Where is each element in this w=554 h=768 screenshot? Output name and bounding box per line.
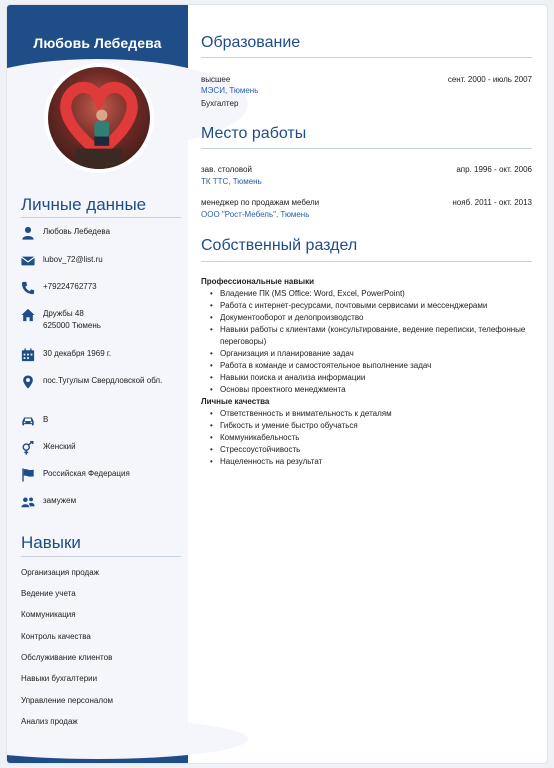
list-item: • Гибкость и умение быстро обучаться	[210, 420, 532, 432]
flag-icon	[21, 468, 35, 482]
divider	[201, 261, 532, 262]
skill-item: Ведение учета	[21, 589, 76, 598]
list-item: • Работа в команде и самостоятельное выполнение задач	[210, 360, 532, 372]
personal-email[interactable]: lubov_72@list.ru	[43, 255, 103, 264]
skill-item: Коммуникация	[21, 610, 76, 619]
divider	[201, 148, 532, 149]
calendar-icon	[21, 348, 35, 362]
custom-section	[201, 276, 532, 468]
list-item: • Работа с интернет-ресурсами, почтовыми сервисами и мессенджерами	[210, 300, 532, 312]
home-icon	[21, 308, 35, 322]
personal-qualities-list	[201, 408, 532, 468]
personal-address: Дружбы 48 625000 Тюмень	[43, 309, 101, 330]
personal-driving-license-row	[21, 414, 181, 428]
map-marker-icon	[21, 375, 35, 389]
personal-birthdate-row	[21, 348, 181, 362]
users-icon	[21, 495, 35, 509]
list-item: • Владение ПК (MS Office: Word, Excel, PowerPoint)	[210, 288, 532, 300]
personal-citizenship-row	[21, 468, 181, 482]
personal-driving-license: B	[43, 415, 49, 424]
personal-email-row	[21, 254, 181, 268]
list-item: • Стрессоустойчивость	[210, 444, 532, 456]
user-icon	[21, 226, 35, 240]
resume-page	[6, 4, 548, 764]
education-institution: МЭСИ, Тюмень	[201, 86, 259, 95]
list-item: • Навыки поиска и анализа информации	[210, 372, 532, 384]
avatar-photo	[48, 67, 150, 169]
phone-icon	[21, 281, 35, 295]
personal-birthdate: 30 декабря 1969 г.	[43, 349, 112, 358]
personal-birthplace-row	[21, 375, 181, 389]
skill-item: Навыки бухгалтерии	[21, 674, 98, 683]
divider	[201, 57, 532, 58]
skill-item: Управление персоналом	[21, 696, 114, 705]
job-position: зав. столовой	[201, 165, 252, 174]
education-level: высшее	[201, 75, 231, 84]
list-item: • Коммуникабельность	[210, 432, 532, 444]
personal-name-row	[21, 226, 181, 240]
list-item: • Ответственность и внимательность к деталям	[210, 408, 532, 420]
gender-icon	[21, 441, 35, 455]
education-title: Образование	[201, 34, 301, 51]
list-item: • Организация и планирование задач	[210, 348, 532, 360]
skill-item: Контроль качества	[21, 632, 91, 641]
job-position: менеджер по продажам мебели	[201, 198, 320, 207]
job-dates: нояб. 2011 - окт. 2013	[452, 198, 532, 207]
personal-birthplace: пос.Тугулым Свердловской обл.	[43, 376, 163, 385]
main-content	[201, 5, 543, 764]
education-dates: сент. 2000 - июль 2007	[447, 75, 532, 84]
list-item: • Навыки работы с клиентами (консультирование, ведение переписки, телефонные переговоры)	[210, 324, 532, 348]
personal-gender: Женский	[43, 442, 76, 451]
skill-item: Обслуживание клиентов	[21, 653, 113, 662]
personal-phone-row	[21, 281, 181, 295]
professional-skills-heading: Профессиональные навыки	[201, 277, 315, 286]
skills-title: Навыки	[21, 533, 81, 552]
personal-name: Любовь Лебедева	[43, 227, 111, 236]
personal-marital-status: замужем	[43, 496, 77, 505]
job-dates: апр. 1996 - окт. 2006	[456, 165, 532, 174]
sidebar	[7, 5, 188, 764]
personal-marital-status-row	[21, 495, 181, 509]
person-name: Любовь Лебедева	[33, 35, 162, 51]
education-specialty: Бухгалтер	[201, 99, 239, 108]
list-item: • Основы проектного менеджмента	[210, 384, 532, 396]
divider	[21, 556, 181, 557]
work-title: Место работы	[201, 125, 307, 142]
personal-address-row	[21, 308, 181, 332]
custom-section-title: Собственный раздел	[201, 237, 358, 254]
list-item: • Документооборот и делопроизводство	[210, 312, 532, 324]
professional-skills-list	[201, 288, 532, 396]
job-company: ООО "Рост-Мебель", Тюмень	[201, 210, 310, 219]
personal-citizenship: Российская Федерация	[43, 469, 130, 478]
personal-phone[interactable]: +79224762773	[43, 282, 97, 291]
personal-gender-row	[21, 441, 181, 455]
list-item: • Нацеленность на результат	[210, 456, 532, 468]
car-icon	[21, 414, 35, 428]
personal-data-title: Личные данные	[21, 195, 147, 214]
personal-qualities-heading: Личные качества	[201, 397, 270, 406]
skill-item: Анализ продаж	[21, 717, 78, 726]
job-company: ТК ТТС, Тюмень	[201, 177, 262, 186]
envelope-icon	[21, 254, 35, 268]
divider	[21, 217, 181, 218]
skill-item: Организация продаж	[21, 568, 99, 577]
avatar	[44, 63, 154, 173]
